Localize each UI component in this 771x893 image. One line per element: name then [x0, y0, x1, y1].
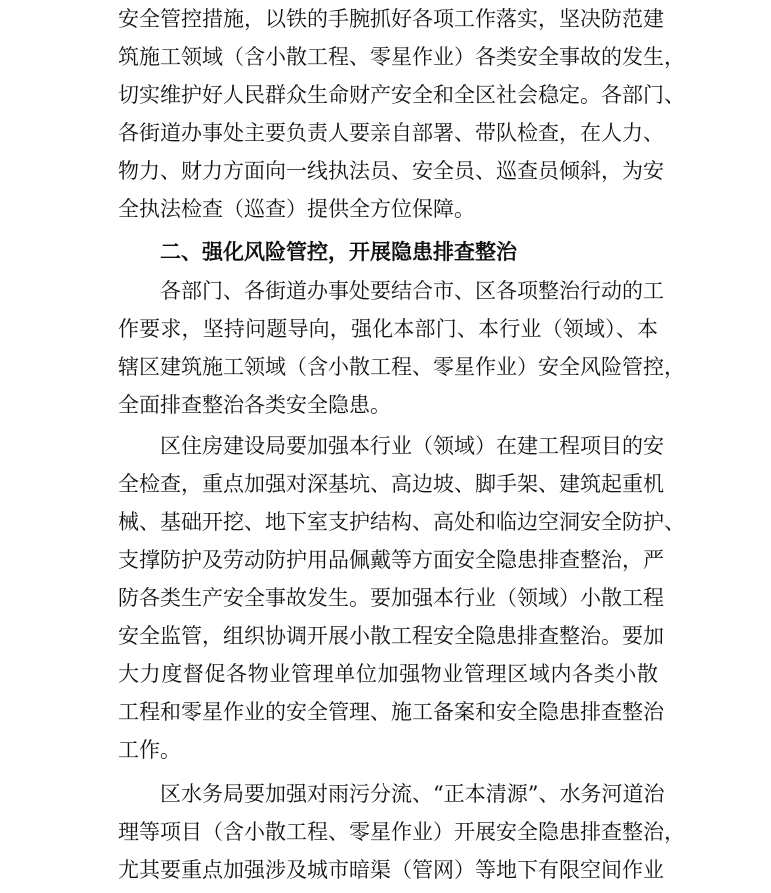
body-line: 筑施工领域（含小散工程、零星作业）各类安全事故的发生，: [118, 45, 685, 69]
paragraph-first-line: 各部门、各街道办事处要结合市、区各项整治行动的工: [160, 279, 664, 303]
body-line: 全检查，重点加强对深基坑、高边坡、脚手架、建筑起重机: [118, 472, 664, 496]
body-line: 工程和零星作业的安全管理、施工备案和安全隐患排查整治: [118, 700, 664, 724]
body-line: 械、基础开挖、地下室支护结构、高处和临边空洞安全防护、: [118, 510, 685, 534]
paragraph-first-line: 区住房建设局要加强本行业（领域）在建工程项目的安: [160, 434, 664, 458]
body-line: 理等项目（含小散工程、零星作业）开展安全隐患排查整治，: [118, 820, 685, 844]
body-line: 尤其要重点加强涉及城市暗渠（管网）等地下有限空间作业: [118, 858, 664, 882]
body-line: 物力、财力方面向一线执法员、安全员、巡查员倾斜，为安: [118, 159, 664, 183]
body-line: 大力度督促各物业管理单位加强物业管理区域内各类小散: [118, 662, 658, 686]
body-line: 防各类生产安全事故发生。要加强本行业（领域）小散工程: [118, 586, 664, 610]
body-line: 切实维护好人民群众生命财产安全和全区社会稳定。各部门、: [118, 83, 685, 107]
body-line: 支撑防护及劳动防护用品佩戴等方面安全隐患排查整治，严: [118, 548, 664, 572]
body-line: 各街道办事处主要负责人要亲自部署、带队检查，在人力、: [118, 121, 664, 145]
body-line: 安全管控措施，以铁的手腕抓好各项工作落实，坚决防范建: [118, 7, 664, 31]
body-line: 工作。: [118, 738, 181, 762]
body-line: 全面排查整治各类安全隐患。: [118, 393, 391, 417]
body-line: 全执法检查（巡查）提供全方位保障。: [118, 197, 475, 221]
paragraph-first-line: 区水务局要加强对雨污分流、“正本清源”、水务河道治: [160, 782, 665, 806]
body-line: 辖区建筑施工领域（含小散工程、零星作业）安全风险管控，: [118, 355, 685, 379]
section-heading: 二、强化风险管控，开展隐患排查整治: [160, 240, 517, 264]
body-line: 安全监管，组织协调开展小散工程安全隐患排查整治。要加: [118, 624, 664, 648]
body-line: 作要求，坚持问题导向，强化本部门、本行业（领域）、本: [118, 317, 658, 341]
